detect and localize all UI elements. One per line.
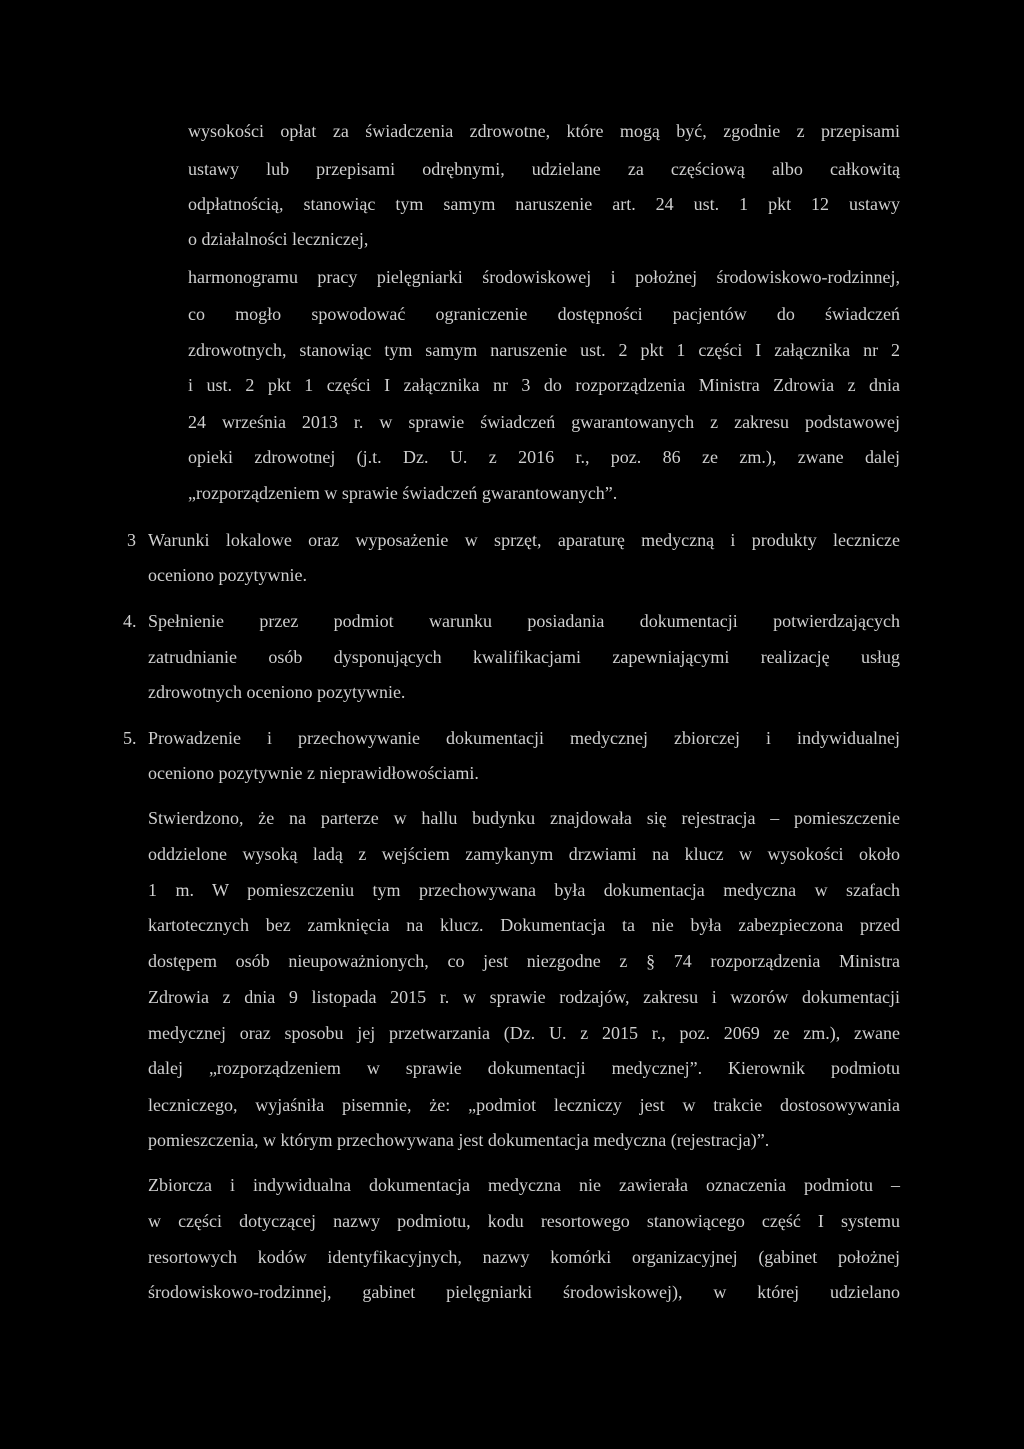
text-line: Spełnienie przez podmiot warunku posiadania dokumentacji potwierdzających: [148, 611, 900, 631]
text-line: Zdrowia z dnia 9 listopada 2015 r. w sprawie rodzajów, zakresu i wzorów dokumentacji: [148, 987, 900, 1007]
text-line: o działalności leczniczej,: [188, 229, 369, 249]
text-line: leczniczego, wyjaśniła pisemnie, że: „podmiot leczniczy jest w trakcie dostosowywania: [148, 1095, 900, 1115]
text-line: w części dotyczącej nazwy podmiotu, kodu resortowego stanowiącego część I systemu: [148, 1211, 900, 1231]
text-line: ustawy lub przepisami odrębnymi, udzielane za częściową albo całkowitą: [188, 159, 900, 179]
text-line: pomieszczenia, w którym przechowywana jest dokumentacja medyczna (rejestracja)”.: [148, 1130, 770, 1150]
text-line: medycznej oraz sposobu jej przetwarzania (Dz. U. z 2015 r., poz. 2069 ze zm.), zwane: [148, 1023, 900, 1043]
text-line: zdrowotnych oceniono pozytywnie.: [148, 682, 406, 702]
text-line: co mogło spowodować ograniczenie dostępności pacjentów do świadczeń: [188, 304, 900, 324]
text-line: opieki zdrowotnej (j.t. Dz. U. z 2016 r., poz. 86 ze zm.), zwane dalej: [188, 447, 900, 467]
text-line: wysokości opłat za świadczenia zdrowotne, które mogą być, zgodnie z przepisami: [188, 121, 900, 141]
text-line: środowiskowo-rodzinnej, gabinet pielęgniarki środowiskowej), w której udzielano: [148, 1282, 900, 1302]
list-number: 5.: [123, 728, 137, 748]
text-line: resortowych kodów identyfikacyjnych, nazwy komórki organizacyjnej (gabinet położnej: [148, 1247, 900, 1267]
text-line: Zbiorcza i indywidualna dokumentacja medyczna nie zawierała oznaczenia podmiotu –: [148, 1175, 900, 1195]
text-line: 24 września 2013 r. w sprawie świadczeń gwarantowanych z zakresu podstawowej: [188, 412, 900, 432]
text-line: i ust. 2 pkt 1 części I załącznika nr 3 do rozporządzenia Ministra Zdrowia z dnia: [188, 375, 900, 395]
list-number: 3: [127, 530, 136, 550]
text-line: oceniono pozytywnie.: [148, 565, 307, 585]
text-line: 1 m. W pomieszczeniu tym przechowywana była dokumentacja medyczna w szafach: [148, 880, 900, 900]
text-line: dalej „rozporządzeniem w sprawie dokumentacji medycznej”. Kierownik podmiotu: [148, 1058, 900, 1078]
text-line: „rozporządzeniem w sprawie świadczeń gwarantowanych”.: [188, 483, 618, 503]
text-line: zatrudnianie osób dysponujących kwalifikacjami zapewniającymi realizację usług: [148, 647, 900, 667]
text-line: Warunki lokalowe oraz wyposażenie w sprzęt, aparaturę medyczną i produkty lecznicze: [148, 530, 900, 550]
text-line: oddzielone wysoką ladą z wejściem zamykanym drzwiami na klucz w wysokości około: [148, 844, 900, 864]
text-line: dostępem osób nieupoważnionych, co jest niezgodne z § 74 rozporządzenia Ministra: [148, 951, 900, 971]
text-line: Prowadzenie i przechowywanie dokumentacji medycznej zbiorczej i indywidualnej: [148, 728, 900, 748]
text-line: odpłatnością, stanowiąc tym samym naruszenie art. 24 ust. 1 pkt 12 ustawy: [188, 194, 900, 214]
text-line: kartotecznych bez zamknięcia na klucz. Dokumentacja ta nie była zabezpieczona przed: [148, 915, 900, 935]
text-line: harmonogramu pracy pielęgniarki środowiskowej i położnej środowiskowo-rodzinnej,: [188, 267, 900, 287]
text-line: zdrowotnych, stanowiąc tym samym naruszenie ust. 2 pkt 1 części I załącznika nr 2: [188, 340, 900, 360]
list-number: 4.: [123, 611, 137, 631]
text-line: oceniono pozytywnie z nieprawidłowościami.: [148, 763, 479, 783]
text-line: Stwierdzono, że na parterze w hallu budynku znajdowała się rejestracja – pomieszczenie: [148, 808, 900, 828]
